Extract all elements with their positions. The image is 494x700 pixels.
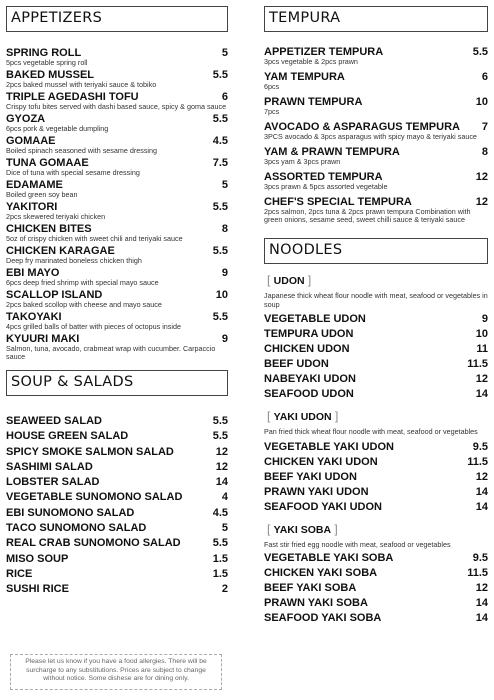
menu-item [6,430,228,442]
yaki-udon-description: Pan fried thick wheat flour noodle with meat, seafood or vegetables [264,427,478,436]
menu-item [6,311,228,331]
menu-item-price: 12 [475,470,488,483]
menu-item-row [6,507,228,519]
yaki-udon-list [264,441,488,513]
menu-item-name: EBI SUNOMONO SALAD [6,506,135,519]
menu-item-price: 5 [221,47,228,59]
allergy-notice: Please let us know if you have a food allergies. There will be surcharge to any substitutions. Prices are subject to change without notice. Some dishese are for dining only. [10,654,222,690]
menu-item [6,476,228,488]
yaki-soba-label: YAKI SOBA [273,523,332,536]
menu-item-price: 5.5 [212,537,228,550]
menu-item-description: 5pcs vegetable spring roll [6,58,88,67]
menu-item-description: 2pcs baked mussel with teriyaki sauce & tobiko [6,80,157,89]
menu-item-price: 5.5 [212,201,228,213]
menu-item-row [6,568,228,580]
menu-item [6,245,228,265]
menu-item-name: CHICKEN UDON [264,343,350,355]
menu-item-price: 9 [221,267,228,279]
menu-item [264,486,488,498]
menu-item [264,456,488,468]
menu-item-price: 14 [475,612,488,624]
menu-item-row [264,71,488,83]
udon-description: Japanese thick wheat flour noodle with meat, seafood or vegetables in soup [264,291,488,309]
menu-item [6,135,228,155]
menu-item-row [264,597,488,609]
menu-item-row [264,501,488,513]
left-column [6,6,228,599]
yaki-udon-label: YAKI UDON [273,411,332,423]
menu-item-description: 6pcs deep fried shrimp with special mayo sauce [6,278,159,287]
menu-item [6,267,228,287]
menu-item-price: 14 [215,476,228,489]
menu-item [6,461,228,473]
menu-item-name: NABEYAKI UDON [264,373,356,385]
menu-item-name: GYOZA [6,113,46,125]
menu-item [6,583,228,595]
menu-item-name: APPETIZER TEMPURA [264,46,384,58]
menu-item-name: KYUURI MAKI [6,333,80,345]
menu-item-price: 5.5 [472,46,488,58]
menu-item-price: 12 [475,171,488,183]
menu-item-name: ASSORTED TEMPURA [264,171,383,183]
menu-item-name: BAKED MUSSEL [6,69,95,81]
menu-item-price: 4.5 [212,135,228,147]
menu-item-name: EBI MAYO [6,267,60,279]
menu-item-row [6,461,228,473]
menu-item-name: YAKITORI [6,201,58,213]
menu-item [264,121,488,141]
menu-item-row [6,446,228,458]
menu-item-name: PRAWN YAKI SOBA [264,597,368,609]
menu-item-price: 5 [221,179,228,191]
menu-item-description: Salmon, tuna, avocado, crabmeat wrap with cucumber. Carpaccio sauce [6,344,216,361]
menu-item-row [264,388,488,400]
menu-item-price: 2 [221,583,228,596]
menu-item [264,388,488,400]
menu-item-row [6,553,228,565]
menu-item-price: 1.5 [212,567,228,580]
menu-item [264,471,488,483]
menu-item [6,69,228,89]
menu-item-name: VEGETABLE YAKI UDON [264,440,394,453]
menu-item-row [264,328,488,340]
menu-item-description: 3pcs vegetable & 2pcs prawn [264,57,358,66]
menu-item-description: 6pcs [264,82,280,91]
menu-item-row [6,522,228,534]
menu-item-price: 14 [475,500,488,513]
menu-item [6,522,228,534]
menu-item-row [264,358,488,370]
menu-item-row [264,567,488,579]
menu-item-row [6,430,228,442]
menu-item [264,358,488,370]
menu-item-price: 10 [475,328,488,340]
menu-item-name: VEGETABLE YAKI SOBA [264,552,394,564]
menu-item-row [264,441,488,453]
menu-item [6,446,228,458]
menu-item-price: 4.5 [212,506,228,519]
menu-item-price: 14 [475,388,488,400]
menu-item [6,91,228,111]
menu-item [264,582,488,594]
menu-item-name: SEAFOOD YAKI UDON [264,500,382,513]
menu-item-name: CHICKEN YAKI SOBA [264,567,378,579]
menu-item [264,46,488,66]
menu-item-price: 5.5 [212,415,228,427]
menu-item [6,568,228,580]
menu-item-price: 10 [215,289,228,301]
menu-item [264,313,488,325]
menu-item [264,612,488,624]
menu-item-name: RICE [6,567,33,580]
menu-item-row [264,96,488,108]
menu-item-name: CHICKEN KARAGAE [6,245,115,257]
menu-item-name: CHICKEN YAKI UDON [264,455,378,468]
menu-item [6,491,228,503]
menu-item-price: 5.5 [212,311,228,323]
menu-item-row [264,456,488,468]
menu-item [264,373,488,385]
menu-item-price: 11.5 [467,455,488,468]
menu-item-price: 5.5 [212,245,228,257]
menu-item-price: 5 [221,522,228,535]
menu-item-description: 2pcs baked scollop with cheese and mayo sauce [6,300,162,309]
menu-item [264,343,488,355]
menu-item-name: EDAMAME [6,179,63,191]
menu-item-price: 6 [221,91,228,103]
menu-item-row [264,612,488,624]
menu-item-price: 10 [475,96,488,108]
menu-item-name: BEEF YAKI UDON [264,470,357,483]
menu-item-price: 11.5 [467,567,488,579]
menu-item-row [264,471,488,483]
menu-item-name: SUSHI RICE [6,583,69,596]
menu-item-price: 5.5 [212,430,228,443]
menu-item-name: SPICY SMOKE SALMON SALAD [6,445,174,458]
soup-salads-header: SOUP & SALADS [6,370,228,396]
menu-item-price: 8 [481,146,488,158]
menu-item-name: LOBSTER SALAD [6,476,100,489]
yaki-soba-subheader: [ YAKI SOBA ] [267,521,338,536]
menu-item-name: SCALLOP ISLAND [6,289,103,301]
menu-item-price: 12 [475,373,488,385]
menu-item-name: YAM TEMPURA [264,71,345,83]
udon-subheader: [ UDON ] [267,273,312,287]
menu-item-name: TUNA GOMAAE [6,157,89,169]
menu-item [264,501,488,513]
menu-item-description: Deep fry marinated boneless chicken thigh [6,256,142,265]
menu-item-description: 3PCS avocado & 3pcs asparagus with spicy mayo & teriyaki sauce [264,132,477,141]
menu-item-row [6,537,228,549]
noodles-header: NOODLES [264,238,488,264]
menu-item-name: SEAFOOD YAKI SOBA [264,612,382,624]
udon-list [264,313,488,400]
menu-item-price: 1.5 [212,552,228,565]
menu-item-description: 7pcs [264,107,280,116]
yaki-soba-description: Fast stir fried egg noodle with meat, seafood or vegetables [264,539,451,549]
menu-item [264,96,488,116]
menu-item-price: 9.5 [472,552,488,564]
menu-item [264,441,488,453]
menu-item-name: REAL CRAB SUNOMONO SALAD [6,537,181,550]
menu-item-price: 12 [215,460,228,473]
menu-item-price: 7.5 [212,157,228,169]
menu-item-price: 11.5 [467,358,488,370]
menu-item-name: GOMAAE [6,135,56,147]
menu-item-row [6,491,228,503]
menu-item-price: 12 [475,582,488,594]
menu-item [6,333,228,361]
tempura-header: TEMPURA [264,6,488,32]
menu-item-price: 4 [221,491,228,504]
menu-item-description: 3pcs yam & 3pcs prawn [264,157,341,166]
menu-item-price: 5.5 [212,113,228,125]
menu-item-price: 12 [215,445,228,458]
menu-item-name: SEAWEED SALAD [6,415,102,427]
menu-item [6,157,228,177]
menu-item-name: BEEF YAKI SOBA [264,582,357,594]
menu-item-name: PRAWN TEMPURA [264,96,363,108]
menu-item-row [264,313,488,325]
yaki-soba-list [264,552,488,624]
menu-item-name: BEEF UDON [264,358,329,370]
menu-item [6,201,228,221]
menu-item-price: 9 [481,313,488,325]
menu-item-price: 8 [221,223,228,235]
menu-item-row [264,582,488,594]
menu-item-name: TRIPLE AGEDASHI TOFU [6,91,139,103]
menu-item [6,415,228,427]
yaki-udon-subheader: [ YAKI UDON ] [267,409,339,423]
menu-item-name: PRAWN YAKI UDON [264,485,369,498]
menu-item [264,597,488,609]
menu-item-price: 14 [475,485,488,498]
menu-item [264,71,488,91]
menu-item-row [264,373,488,385]
menu-item [264,171,488,191]
menu-item [264,552,488,564]
menu-item-name: YAM & PRAWN TEMPURA [264,146,400,158]
menu-item [6,179,228,199]
menu-item [264,196,488,224]
appetizers-list [6,47,228,361]
menu-item-name: SASHIMI SALAD [6,460,93,473]
menu-item-row [264,343,488,355]
menu-item-name: CHICKEN BITES [6,223,92,235]
menu-item-price: 9.5 [472,440,488,453]
menu-item-row [6,476,228,488]
menu-item-price: 11 [476,343,488,355]
menu-item-price: 5.5 [212,69,228,81]
menu-item [6,537,228,549]
udon-label: UDON [273,275,305,287]
menu-item-description: 4pcs grilled balls of batter with pieces of octopus inside [6,322,181,331]
menu-item-name: CHEF'S SPECIAL TEMPURA [264,196,412,208]
menu-item-price: 9 [221,333,228,345]
tempura-list [264,46,488,224]
menu-item [264,328,488,340]
menu-item [6,47,228,67]
menu-item-row [6,415,228,427]
menu-item-name: VEGETABLE SUNOMONO SALAD [6,491,183,504]
menu-item [264,146,488,166]
menu-item-price: 14 [475,597,488,609]
menu-item-description: 2pcs salmon, 2pcs tuna & 2pcs prawn tempura Combination with green onions, sesame seed, sweet chilli sauce & teriyaki sauce [264,207,471,224]
menu-item-description: Boiled green soy bean [6,190,78,199]
menu-item-name: SPRING ROLL [6,47,82,59]
menu-item-name: TACO SUNOMONO SALAD [6,522,147,535]
menu-item-row [6,583,228,595]
appetizers-header: APPETIZERS [6,6,228,32]
menu-item-description: 3pcs prawn & 5pcs assorted vegetable [264,182,388,191]
menu-item-price: 7 [481,121,488,133]
menu-item-description: Dice of tuna with special sesame dressing [6,168,140,177]
menu-item [6,553,228,565]
menu-item [6,507,228,519]
menu-item [264,567,488,579]
menu-item-name: MISO SOUP [6,552,69,565]
menu-item-price: 12 [475,196,488,208]
menu-item-price: 6 [481,71,488,83]
menu-item [6,223,228,243]
menu-item-row [264,552,488,564]
menu-item-name: AVOCADO & ASPARAGUS TEMPURA [264,121,460,133]
soup-salads-list [6,415,228,595]
menu-item-description: 2pcs skewered teriyaki chicken [6,212,106,221]
menu-item-description: Boiled spinach seasoned with sesame dressing [6,146,158,155]
menu-item-name: SEAFOOD UDON [264,388,354,400]
menu-item-description: 5oz of crispy chicken with sweet chili and teriyaki sauce [6,234,183,243]
menu-item-name: HOUSE GREEN SALAD [6,430,129,443]
menu-item-description: Crispy tofu bites served with dashi based sauce, spicy & goma sauce [6,102,227,111]
menu-item-row [264,486,488,498]
menu-item-name: VEGETABLE UDON [264,313,366,325]
right-column [264,6,488,627]
menu-item-description: 6pcs pork & vegetable dumpling [6,124,109,133]
menu-item [6,289,228,309]
menu-item-name: TEMPURA UDON [264,328,354,340]
menu-item-name: TAKOYAKI [6,311,62,323]
menu-item [6,113,228,133]
